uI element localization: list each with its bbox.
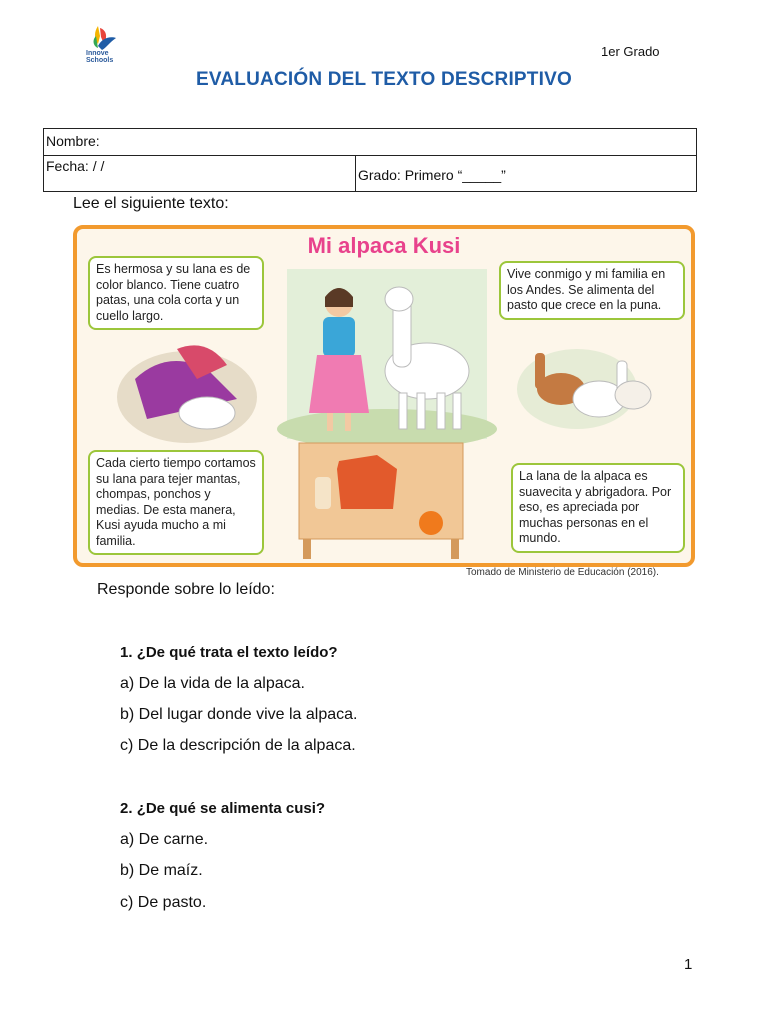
question-text: ¿De qué trata el texto leído? (136, 644, 338, 661)
illustration-title: Mi alpaca Kusi (307, 233, 461, 258)
grade-label: 1er Grado (601, 44, 660, 59)
logo-text-line1: Innove (86, 50, 109, 57)
question-1 (120, 644, 338, 661)
question-2-option-b[interactable]: b) De maíz. (120, 862, 203, 879)
text-box-shearing: Cada cierto tiempo cortamos su lana para tejer mantas, chompas, ponchos y medias. De esta manera, Kusi ayuda mucho a mi familia. (88, 450, 264, 555)
question-number: 1. (120, 644, 133, 661)
logo-text-line2: Schools (86, 57, 114, 64)
question-2 (120, 800, 325, 817)
question-1-option-c[interactable]: c) De la descripción de la alpaca. (120, 737, 356, 754)
page-number: 1 (684, 956, 693, 973)
student-info-table (43, 128, 697, 192)
text-box-description: Es hermosa y su lana es de color blanco. Tiene cuatro patas, una cola corta y un cuello largo. (88, 256, 264, 330)
grado-field[interactable]: Grado: Primero “_____” (358, 167, 506, 183)
table-with-clothes (299, 443, 463, 559)
text-box-habitat: Vive conmigo y mi familia en los Andes. Se alimenta del pasto que crece en la puna. (499, 261, 685, 320)
question-2-option-a[interactable]: a) De carne. (120, 831, 209, 848)
fecha-field[interactable]: Fecha: / / (44, 156, 356, 191)
text-box-wool: La lana de la alpaca es suavecita y abrigadora. Por eso, es apreciada por muchas personas en el mundo. (511, 463, 685, 553)
question-1-option-b[interactable]: b) Del lugar donde vive la alpaca. (120, 706, 358, 723)
read-instruction: Lee el siguiente texto: (73, 195, 229, 212)
question-2-option-c[interactable]: c) De pasto. (120, 894, 207, 911)
question-1-option-a[interactable]: a) De la vida de la alpaca. (120, 675, 305, 692)
page-title: EVALUACIÓN DEL TEXTO DESCRIPTIVO (196, 69, 572, 90)
logo-text (86, 50, 113, 64)
alpaca-illustration (73, 225, 695, 567)
illustration-credit: Tomado de Ministerio de Educación (2016). (466, 567, 659, 578)
question-number: 2. (120, 800, 133, 817)
alpaca-herd (517, 349, 651, 429)
respond-instruction: Responde sobre lo leído: (97, 581, 275, 598)
shearing-scene (117, 345, 257, 443)
nombre-field[interactable]: Nombre: (44, 129, 696, 156)
question-text: ¿De qué se alimenta cusi? (136, 800, 326, 817)
